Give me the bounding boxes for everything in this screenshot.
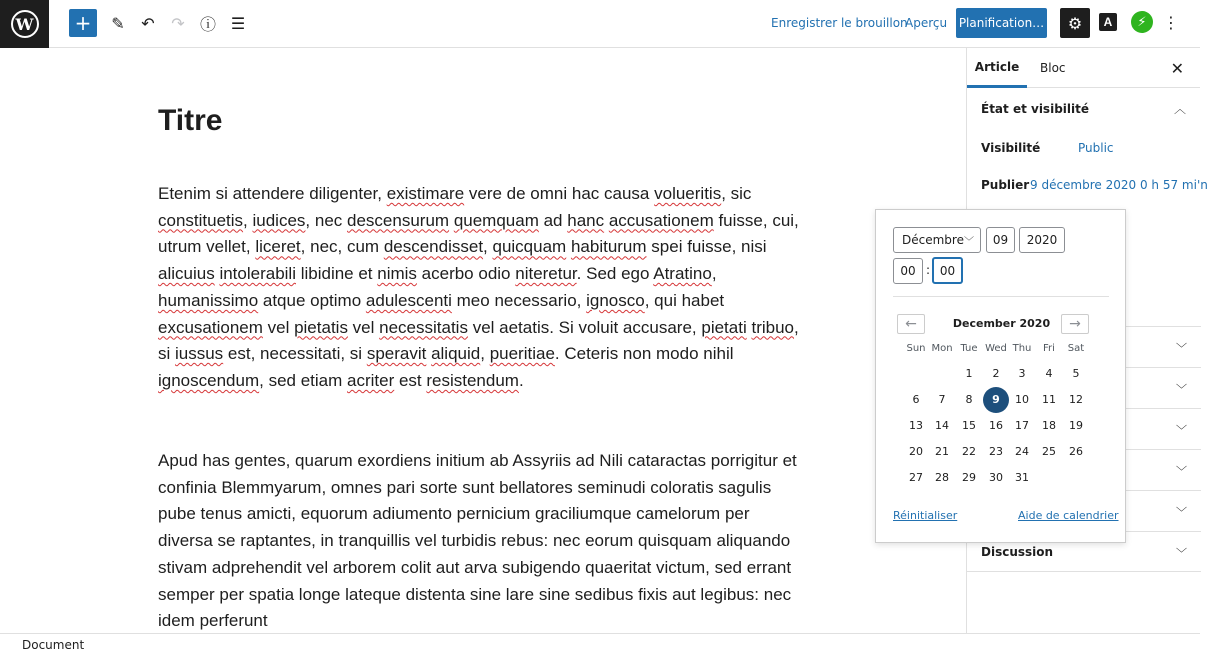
calendar-day[interactable]: 25 — [1042, 445, 1056, 458]
divider — [967, 88, 1201, 89]
calendar-day[interactable]: 27 — [909, 471, 923, 484]
misspelled-word: liceret — [255, 237, 301, 257]
misspelled-word: intolerabili — [219, 264, 296, 284]
text-run: . Sed ego — [576, 264, 654, 284]
panel-title-status[interactable]: État et visibilité — [981, 102, 1089, 116]
visibility-label: Visibilité — [981, 141, 1041, 155]
misspelled-word: Atratino — [653, 264, 712, 284]
chevron-down-icon: ﹀ — [964, 237, 974, 248]
settings-gear-icon[interactable]: ⚙ — [1060, 8, 1090, 38]
calendar-day[interactable]: 13 — [909, 419, 923, 432]
text-run: , si — [158, 317, 799, 364]
calendar-day[interactable]: 10 — [1015, 393, 1029, 406]
text-run: est — [394, 370, 427, 390]
year-input[interactable]: 2020 — [1019, 227, 1065, 253]
text-run: . — [518, 370, 524, 390]
misspelled-word: existimare — [386, 184, 465, 203]
discussion-label: Discussion — [981, 545, 1054, 559]
calendar-day[interactable]: 11 — [1042, 393, 1056, 406]
misspelled-word: descensurum — [347, 210, 450, 230]
misspelled-word: necessitatis — [379, 317, 468, 337]
publish-date-toggle[interactable] — [1030, 178, 1208, 192]
misspelled-word: volueritis — [654, 184, 722, 203]
day-input[interactable]: 09 — [986, 227, 1015, 253]
misspelled-word: iussus — [175, 344, 224, 364]
time-separator: : — [926, 263, 931, 277]
weekday-label: Tue — [960, 343, 978, 354]
calendar-day[interactable]: 1 — [965, 367, 973, 380]
hours-input[interactable]: 00 — [893, 258, 923, 284]
tab-article[interactable]: Article — [967, 48, 1027, 88]
misspelled-word: resistendum — [426, 370, 519, 390]
paragraph-block-2[interactable]: Apud has gentes, quarum exordiens initium ab Assyriis ad Nili cataractas porrigitur et confinia Blemmyarum, omnes pari sorte sunt bellatores seminudi coloratis sagulis pube tenus amicti, equorum adiumento pernicium graciliumque camelorum per diversa se raptantes, in tranquillis vel turbidis rebus: nec eorum quisquam aliquando stivam adprehendit vel arborem colit aut arva subigendo quaeritat victum, sed errant semper per spatia longe lateque distenta sine lare sine sedibus fixis aut legibus: nec idem perferunt — [158, 451, 797, 631]
publish-date-value: 9 décembre 2020 0 h 57 m — [1030, 178, 1194, 192]
text-run: , qui habet — [644, 290, 725, 310]
more-options-icon[interactable]: ⋮ — [1163, 12, 1179, 32]
misspelled-word: excusationem — [158, 317, 263, 337]
weekday-label: Thu — [1012, 343, 1032, 354]
text-run: atque optimo — [258, 290, 366, 310]
month-select-value: Décembre — [902, 233, 964, 247]
calendar-day[interactable]: 5 — [1072, 367, 1080, 380]
text-run: acerbo odio — [416, 264, 516, 284]
calendar-day[interactable]: 18 — [1042, 419, 1056, 432]
text-run: vel aetatis. Si voluit accusare, — [467, 317, 702, 337]
calendar-day[interactable]: 20 — [909, 445, 923, 458]
weekday-label: Fri — [1043, 343, 1055, 354]
chevron-down-icon: ﹀ — [1176, 547, 1187, 560]
visibility-toggle[interactable]: Public — [1078, 141, 1114, 155]
minutes-input[interactable]: 00 — [932, 257, 963, 284]
text-run: vere de omni hac causa — [464, 184, 655, 203]
misspelled-word: ignoscendum — [158, 370, 260, 390]
text-run: , — [483, 237, 493, 257]
chevron-down-icon: ﹀ — [1176, 506, 1187, 519]
calendar-day[interactable]: 16 — [989, 419, 1003, 432]
text-run: ad — [538, 210, 568, 230]
chevron-down-icon: ﹀ — [1176, 383, 1187, 396]
calendar-day[interactable]: 8 — [965, 393, 973, 406]
calendar-day[interactable]: 21 — [935, 445, 949, 458]
misspelled-word: ignosco — [586, 290, 645, 310]
calendar-day[interactable]: 31 — [1015, 471, 1029, 484]
calendar-day[interactable]: 7 — [938, 393, 946, 406]
paragraph-block-1[interactable] — [158, 181, 808, 395]
calendar-day[interactable]: 22 — [962, 445, 976, 458]
redo-icon[interactable]: ↷ — [171, 13, 185, 33]
calendar-day-selected[interactable]: 9 — [983, 387, 1009, 413]
misspelled-word: niteretur — [515, 264, 577, 284]
text-run: , — [243, 210, 253, 230]
misspelled-word: habiturum — [570, 237, 647, 257]
footer-breadcrumb-bar — [0, 633, 1200, 655]
calendar-day[interactable]: 24 — [1015, 445, 1029, 458]
misspelled-word: hanc — [567, 210, 605, 230]
misspelled-word: pueritiae — [489, 344, 555, 364]
chevron-down-icon: ﹀ — [1176, 424, 1187, 437]
text-run: Etenim si attendere diligenter, — [158, 184, 387, 203]
weekday-label: Wed — [985, 343, 1007, 354]
add-block-button[interactable]: + — [69, 9, 97, 37]
next-month-button[interactable]: → — [1061, 314, 1089, 334]
chevron-down-icon: ﹀ — [1176, 342, 1187, 355]
misspelled-word: speravit — [366, 344, 427, 364]
misspelled-word: descendisset — [383, 237, 484, 257]
calendar-day[interactable]: 15 — [962, 419, 976, 432]
calendar-day[interactable]: 19 — [1069, 419, 1083, 432]
date-picker-popover — [875, 209, 1126, 543]
misspelled-word: iudices — [252, 210, 306, 230]
misspelled-word: pietati — [701, 317, 747, 337]
calendar-day[interactable]: 17 — [1015, 419, 1029, 432]
month-select[interactable] — [893, 227, 981, 253]
misspelled-word: quemquam — [453, 210, 539, 230]
calendar-day[interactable]: 2 — [992, 367, 1000, 380]
preview-button[interactable]: Aperçu — [905, 16, 948, 30]
wordpress-logo-button[interactable] — [0, 0, 49, 48]
editor-canvas — [0, 48, 966, 633]
text-run: est, necessitati, si — [223, 344, 367, 364]
reset-date-link[interactable]: Réinitialiser — [893, 509, 958, 522]
tab-bloc[interactable]: Bloc — [1040, 61, 1066, 75]
misspelled-word: nimis — [377, 264, 417, 284]
misspelled-word: constituetis — [158, 210, 244, 230]
text-run: fuisse, cui, utrum vellet, — [158, 210, 799, 257]
calendar-day[interactable]: 12 — [1069, 393, 1083, 406]
text-run: vel — [262, 317, 295, 337]
text-run: , sic — [721, 184, 752, 203]
calendar-day[interactable]: 6 — [912, 393, 920, 406]
calendar-day[interactable]: 30 — [989, 471, 1003, 484]
misspelled-word: tribuo — [751, 317, 794, 337]
text-run: , — [711, 264, 717, 284]
text-run: . Ceteris non modo nihil — [554, 344, 734, 364]
misspelled-word: accusationem — [608, 210, 714, 230]
post-title[interactable]: Titre — [158, 104, 223, 137]
text-run: , sed etiam — [259, 370, 347, 390]
save-draft-button[interactable]: Enregistrer le brouillon — [771, 16, 908, 30]
misspelled-word: alicuius — [158, 264, 215, 284]
misspelled-word: pietatis — [294, 317, 348, 337]
chevron-up-icon[interactable]: ︿ — [1173, 102, 1186, 116]
calendar-month-title: December 2020 — [952, 317, 1051, 330]
publish-date-tail: i'n — [1193, 178, 1208, 192]
calendar-day[interactable]: 26 — [1069, 445, 1083, 458]
calendar-day[interactable]: 14 — [935, 419, 949, 432]
divider — [893, 296, 1109, 297]
text-run: , nec, cum — [300, 237, 384, 257]
misspelled-word: quicquam — [492, 237, 567, 257]
chevron-down-icon: ﹀ — [1176, 465, 1187, 478]
text-run: libidine et — [295, 264, 378, 284]
misspelled-word: humanissimo — [158, 290, 259, 310]
tools-pencil-icon[interactable]: ✎ — [111, 13, 125, 33]
calendar-day[interactable]: 23 — [989, 445, 1003, 458]
plugin-a-icon[interactable]: A — [1099, 13, 1117, 31]
text-run: spei fuisse, nisi — [646, 237, 767, 257]
calendar-day[interactable]: 3 — [1018, 367, 1026, 380]
misspelled-word: acriter — [347, 370, 395, 390]
list-view-icon[interactable]: ☰ — [230, 13, 246, 33]
jetpack-bolt-icon[interactable]: ⚡ — [1131, 11, 1153, 33]
close-icon[interactable]: ✕ — [1170, 59, 1184, 78]
sidebar-tabs — [967, 48, 1200, 88]
wordpress-logo-icon: W — [11, 10, 39, 38]
weekday-label: Sun — [906, 343, 926, 354]
info-icon[interactable]: ⓘ — [199, 14, 216, 34]
misspelled-word: aliquid — [431, 344, 481, 364]
calendar-day[interactable]: 28 — [935, 471, 949, 484]
breadcrumb-document[interactable]: Document — [22, 638, 85, 652]
schedule-button[interactable]: Planification… — [956, 8, 1047, 38]
text-run: , nec — [305, 210, 348, 230]
misspelled-word: adulescenti — [365, 290, 452, 310]
undo-icon[interactable]: ↶ — [141, 13, 155, 33]
calendar-day[interactable]: 4 — [1045, 367, 1053, 380]
publish-label: Publier — [981, 178, 1030, 192]
calendar-help-link[interactable]: Aide de calendrier — [1018, 509, 1119, 522]
calendar-day[interactable]: 29 — [962, 471, 976, 484]
text-run: , — [480, 344, 490, 364]
weekday-label: Sat — [1067, 343, 1085, 354]
weekday-label: Mon — [931, 343, 953, 354]
previous-month-button[interactable]: ← — [897, 314, 925, 334]
text-run: vel — [347, 317, 380, 337]
text-run: meo necessario, — [451, 290, 587, 310]
editor-header — [0, 0, 1200, 48]
